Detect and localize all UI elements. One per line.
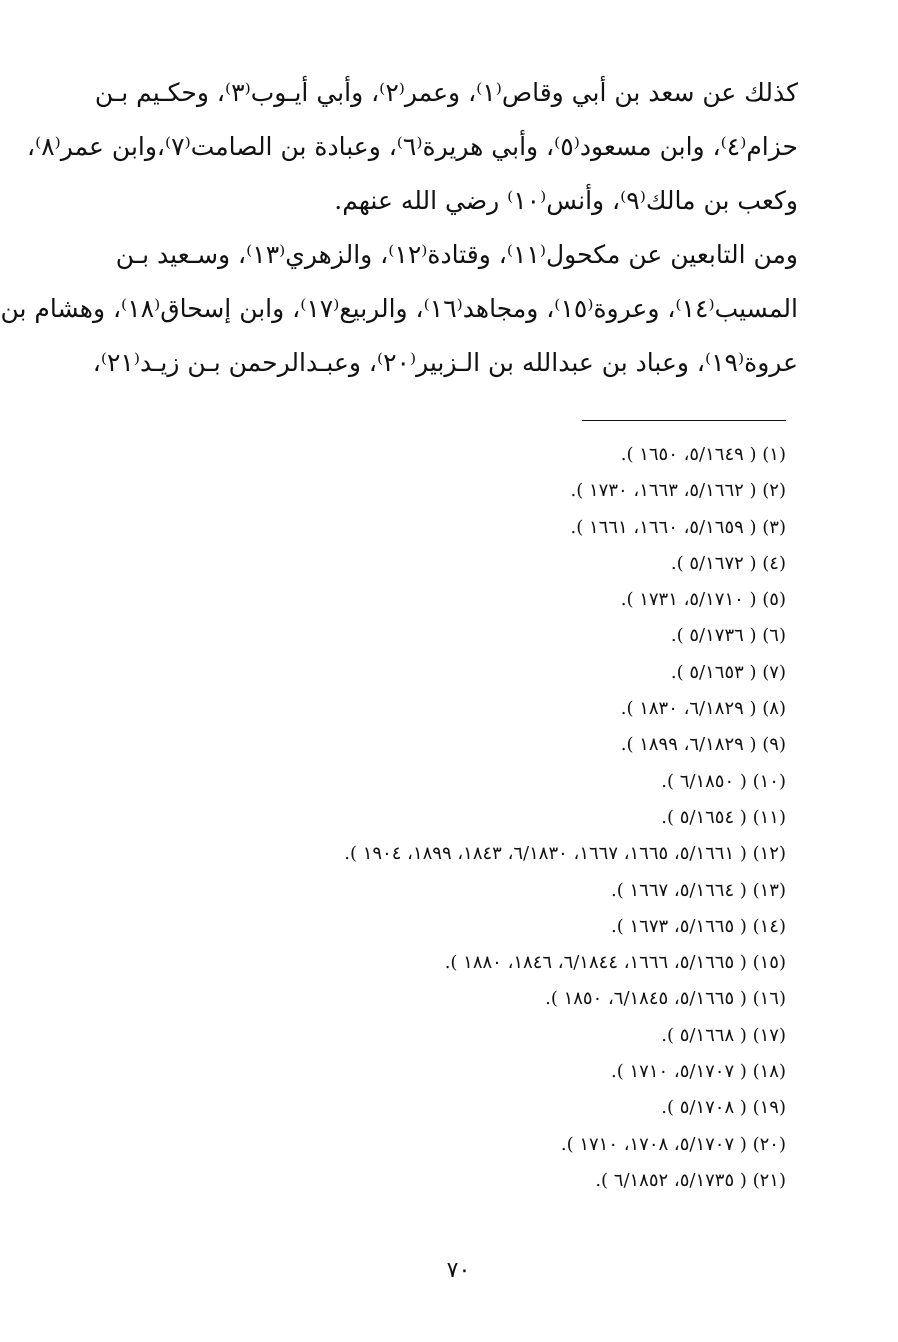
text-line: عروة⁽١٩⁾، وعباد بن عبدالله بن الـزبير⁽٢٠⁾، وعبـدالرحمن بـن زيـد⁽٢١⁾، [92,348,798,377]
text-line: حزام⁽٤⁾، وابن مسعود⁽٥⁾، وأبي هريرة⁽٦⁾، وعبادة بن الصامت⁽٧⁾،وابن عمر⁽٨⁾، [27,132,798,161]
footnote: (٥) ( ٥/١٧١٠، ١٧٣١ ). [620,589,786,611]
footnote: (١٧) ( ٥/١٦٦٨ ). [661,1024,786,1046]
footnote: (١٢) ( ٥/١٦٦١، ١٦٦٥، ١٦٦٧، ٦/١٨٣٠، ١٨٤٣، ١٨٩٩، ١٩٠٤ ). [344,843,786,865]
footnote: (٩) ( ٦/١٨٢٩، ١٨٩٩ ). [620,734,786,756]
footnote: (٢١) ( ٥/١٧٣٥، ٦/١٨٥٢ ). [595,1169,786,1191]
footnote: (١٩) ( ٥/١٧٠٨ ). [661,1097,786,1119]
page-number: ٧٠ [446,1258,471,1283]
text-line: المسيب⁽١٤⁾، وعروة⁽١٥⁾، ومجاهد⁽١٦⁾، والربيع⁽١٧⁾، وابن إسحاق⁽١٨⁾، وهشام بن [0,294,798,323]
footnote: (١) ( ٥/١٦٤٩، ١٦٥٠ ). [620,444,786,465]
main-text-block [0,66,798,390]
footnote: (٦) ( ٥/١٧٣٦ ). [670,625,786,647]
footnote: (١٤) ( ٥/١٦٦٥، ١٦٧٣ ). [611,915,786,937]
footnote: (١٠) ( ٦/١٨٥٠ ). [661,770,786,792]
footnote: (١٣) ( ٥/١٦٦٤، ١٦٦٧ ). [611,879,786,901]
footnote: (٧) ( ٥/١٦٥٣ ). [670,661,786,683]
footnote: (١٨) ( ٥/١٧٠٧، ١٧١٠ ). [611,1061,786,1083]
footnote: (٤) ( ٥/١٦٧٢ ). [670,552,786,574]
footnote: (١٥) ( ٥/١٦٦٥، ١٦٦٦، ٦/١٨٤٤، ١٨٤٦، ١٨٨٠ ). [444,952,786,974]
footnotes-list [139,437,786,1199]
footnote: (١٦) ( ٥/١٦٦٥، ٦/١٨٤٥، ١٨٥٠ ). [545,988,786,1010]
footnote: (٢٠) ( ٥/١٧٠٧، ١٧٠٨، ١٧١٠ ). [560,1133,786,1155]
footnote-divider [582,420,786,421]
footnote: (٢) ( ٥/١٦٦٢، ١٦٦٣، ١٧٣٠ ). [570,480,786,502]
text-line: ومن التابعين عن مكحول⁽١١⁾، وقتادة⁽١٢⁾، والزهري⁽١٣⁾، وسـعيد بـن [115,240,798,269]
footnote: (٨) ( ٦/١٨٢٩، ١٨٣٠ ). [620,698,786,720]
footnote: (١١) ( ٥/١٦٥٤ ). [661,806,786,828]
footnote: (٣) ( ٥/١٦٥٩، ١٦٦٠، ١٦٦١ ). [570,516,786,538]
text-line: كذلك عن سعد بن أبي وقاص⁽١⁾، وعمر⁽٢⁾، وأبي أيـوب⁽٣⁾، وحكـيم بـن [94,78,798,107]
text-line: وكعب بن مالك⁽٩⁾، وأنس⁽١٠⁾ رضي الله عنهم. [334,186,798,215]
